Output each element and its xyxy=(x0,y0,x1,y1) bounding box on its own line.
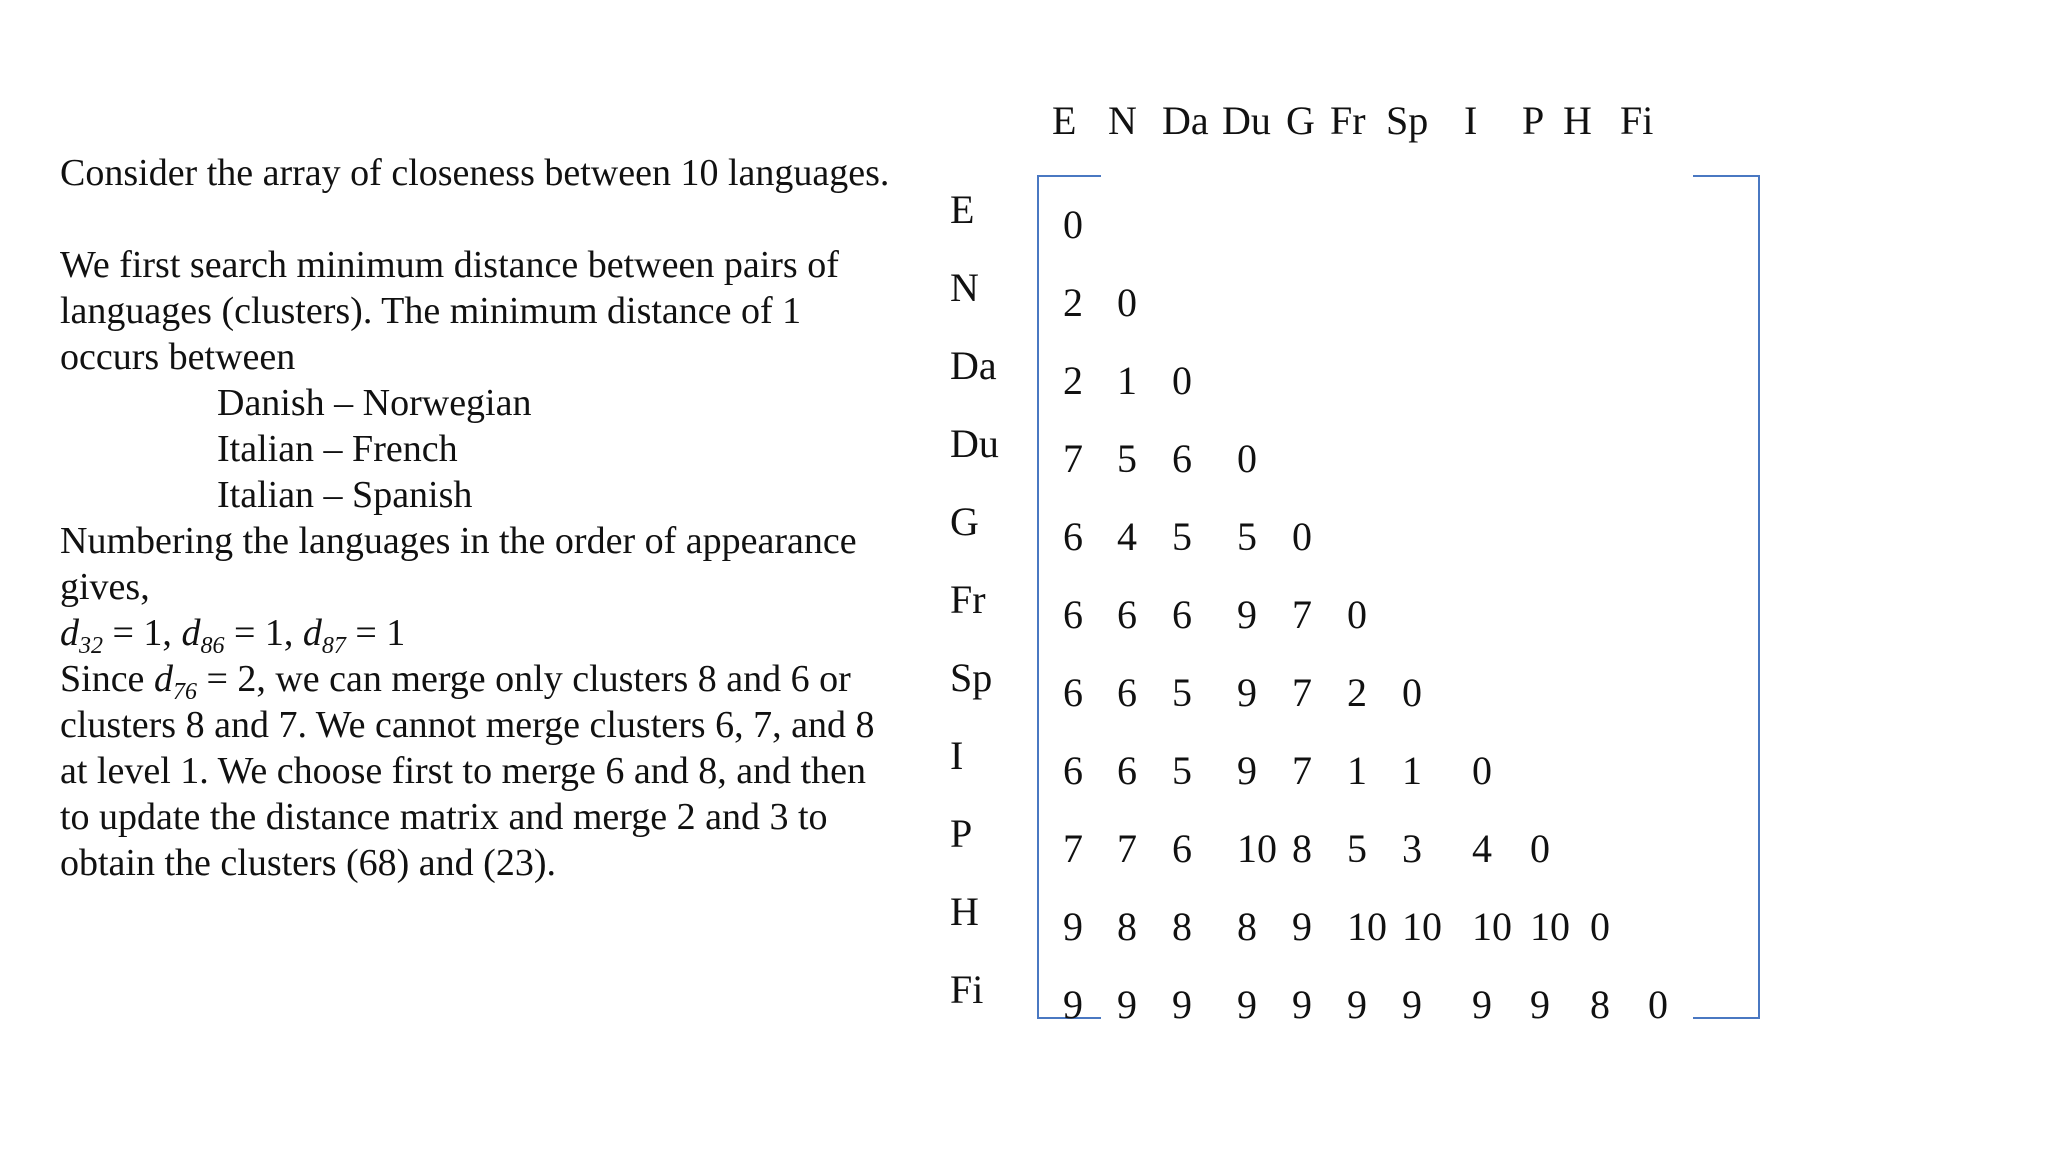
matrix-cell: 8 xyxy=(1590,982,1610,1027)
matrix-cell: 7 xyxy=(1063,436,1083,481)
matrix-cell: 5 xyxy=(1172,670,1192,715)
distance-equations xyxy=(60,610,900,659)
column-header-da: Da xyxy=(1162,98,1209,143)
pair-italian-spanish: Italian – Spanish xyxy=(217,474,473,516)
column-header-g: G xyxy=(1286,98,1315,143)
minimum-distance-paragraph: We first search minimum distance between pairs of languages (clusters). The minimum distance of 1 occurs between xyxy=(60,244,839,378)
row-header-du: Du xyxy=(950,421,999,466)
matrix-cell: 0 xyxy=(1063,202,1083,247)
matrix-cell: 0 xyxy=(1237,436,1257,481)
eq3-subscript: 87 xyxy=(321,633,346,659)
matrix-cell: 9 xyxy=(1063,904,1083,949)
matrix-cell: 9 xyxy=(1237,670,1257,715)
matrix-cell: 6 xyxy=(1063,592,1083,637)
eq1-symbol: d xyxy=(60,612,79,654)
matrix-cell: 10 xyxy=(1530,904,1570,949)
matrix-cell: 8 xyxy=(1292,826,1312,871)
row-header-p: P xyxy=(950,811,973,856)
column-header-p: P xyxy=(1522,98,1545,143)
matrix-cell: 5 xyxy=(1347,826,1367,871)
matrix-cell: 9 xyxy=(1472,982,1492,1027)
matrix-cell: 1 xyxy=(1402,748,1422,793)
matrix-cell: 7 xyxy=(1292,592,1312,637)
matrix-cell: 2 xyxy=(1063,358,1083,403)
matrix-cell: 8 xyxy=(1172,904,1192,949)
matrix-cell: 6 xyxy=(1063,670,1083,715)
matrix-cell: 0 xyxy=(1590,904,1610,949)
matrix-cell: 0 xyxy=(1402,670,1422,715)
column-header-h: H xyxy=(1563,98,1592,143)
matrix-cell: 9 xyxy=(1292,904,1312,949)
eq2-value: = 1, xyxy=(224,612,303,654)
matrix-cell: 0 xyxy=(1292,514,1312,559)
matrix-cell: 4 xyxy=(1472,826,1492,871)
matrix-cell: 6 xyxy=(1172,592,1192,637)
eq3-value: = 1 xyxy=(345,612,406,654)
matrix-cell: 9 xyxy=(1117,982,1137,1027)
matrix-cell: 9 xyxy=(1063,982,1083,1027)
matrix-cell: 3 xyxy=(1402,826,1422,871)
matrix-cell: 9 xyxy=(1402,982,1422,1027)
row-header-g: G xyxy=(950,499,979,544)
matrix-cell: 9 xyxy=(1237,982,1257,1027)
matrix-cell: 0 xyxy=(1530,826,1550,871)
matrix-cell: 5 xyxy=(1237,514,1257,559)
matrix-cell: 7 xyxy=(1063,826,1083,871)
matrix-cell: 9 xyxy=(1172,982,1192,1027)
matrix-cell: 10 xyxy=(1472,904,1512,949)
pair-italian-french: Italian – French xyxy=(217,428,458,470)
intro-paragraph: Consider the array of closeness between 10 languages. xyxy=(60,152,890,194)
eq1-value: = 1, xyxy=(103,612,182,654)
matrix-cell: 9 xyxy=(1347,982,1367,1027)
matrix-right-bracket xyxy=(1693,175,1760,1019)
column-header-fr: Fr xyxy=(1330,98,1366,143)
column-header-n: N xyxy=(1108,98,1137,143)
matrix-cell: 4 xyxy=(1117,514,1137,559)
merge-intro: Since xyxy=(60,658,154,700)
row-header-i: I xyxy=(950,733,964,778)
column-header-fi: Fi xyxy=(1620,98,1654,143)
matrix-cell: 5 xyxy=(1117,436,1137,481)
row-header-sp: Sp xyxy=(950,655,993,700)
matrix-cell: 9 xyxy=(1292,982,1312,1027)
matrix-cell: 0 xyxy=(1347,592,1367,637)
row-header-da: Da xyxy=(950,343,997,388)
eq3-symbol: d xyxy=(302,612,322,654)
merge-symbol: d xyxy=(153,658,173,700)
column-header-i: I xyxy=(1464,98,1478,143)
column-header-du: Du xyxy=(1222,98,1271,143)
matrix-cell: 7 xyxy=(1117,826,1137,871)
matrix-cell: 7 xyxy=(1292,748,1312,793)
matrix-cell: 9 xyxy=(1530,982,1550,1027)
column-header-e: E xyxy=(1052,98,1077,143)
paragraph-spacer xyxy=(60,196,900,242)
matrix-cell: 10 xyxy=(1237,826,1277,871)
pair-danish-norwegian: Danish – Norwegian xyxy=(217,382,532,424)
row-header-e: E xyxy=(950,187,975,232)
matrix-cell: 6 xyxy=(1117,748,1137,793)
matrix-cell: 10 xyxy=(1402,904,1442,949)
matrix-cell: 6 xyxy=(1063,748,1083,793)
matrix-cell: 8 xyxy=(1117,904,1137,949)
numbering-paragraph: Numbering the languages in the order of appearance gives, xyxy=(60,520,857,608)
matrix-cell: 0 xyxy=(1117,280,1137,325)
matrix-cell: 5 xyxy=(1172,514,1192,559)
merge-subscript: 76 xyxy=(172,679,197,705)
eq2-subscript: 86 xyxy=(200,633,225,659)
matrix-cell: 2 xyxy=(1063,280,1083,325)
matrix-cell: 8 xyxy=(1237,904,1257,949)
matrix-cell: 6 xyxy=(1172,826,1192,871)
row-header-fi: Fi xyxy=(950,967,984,1012)
row-header-fr: Fr xyxy=(950,577,986,622)
matrix-cell: 7 xyxy=(1292,670,1312,715)
matrix-cell: 6 xyxy=(1063,514,1083,559)
matrix-cell: 0 xyxy=(1472,748,1492,793)
merge-body: = 2, we can merge only clusters 8 and 6 or clusters 8 and 7. We cannot merge clusters 6, 7, and 8 at level 1. We choose first to merge 6 and 8, and then to update the distance matrix and merge 2 and 3 to obtain the clusters (68) and (23). xyxy=(60,658,875,884)
matrix-cell: 6 xyxy=(1117,670,1137,715)
matrix-cell: 2 xyxy=(1347,670,1367,715)
matrix-cell: 10 xyxy=(1347,904,1387,949)
matrix-cell: 0 xyxy=(1648,982,1668,1027)
column-header-sp: Sp xyxy=(1386,98,1429,143)
matrix-cell: 5 xyxy=(1172,748,1192,793)
row-header-h: H xyxy=(950,889,979,934)
merge-explanation-paragraph xyxy=(60,656,900,886)
row-header-n: N xyxy=(950,265,979,310)
matrix-cell: 6 xyxy=(1117,592,1137,637)
matrix-cell: 9 xyxy=(1237,592,1257,637)
matrix-cell: 6 xyxy=(1172,436,1192,481)
eq1-subscript: 32 xyxy=(79,633,103,659)
matrix-cell: 1 xyxy=(1347,748,1367,793)
matrix-cell: 0 xyxy=(1172,358,1192,403)
eq2-symbol: d xyxy=(181,612,201,654)
matrix-cell: 9 xyxy=(1237,748,1257,793)
explanation-text xyxy=(60,150,900,886)
matrix-cell: 1 xyxy=(1117,358,1137,403)
